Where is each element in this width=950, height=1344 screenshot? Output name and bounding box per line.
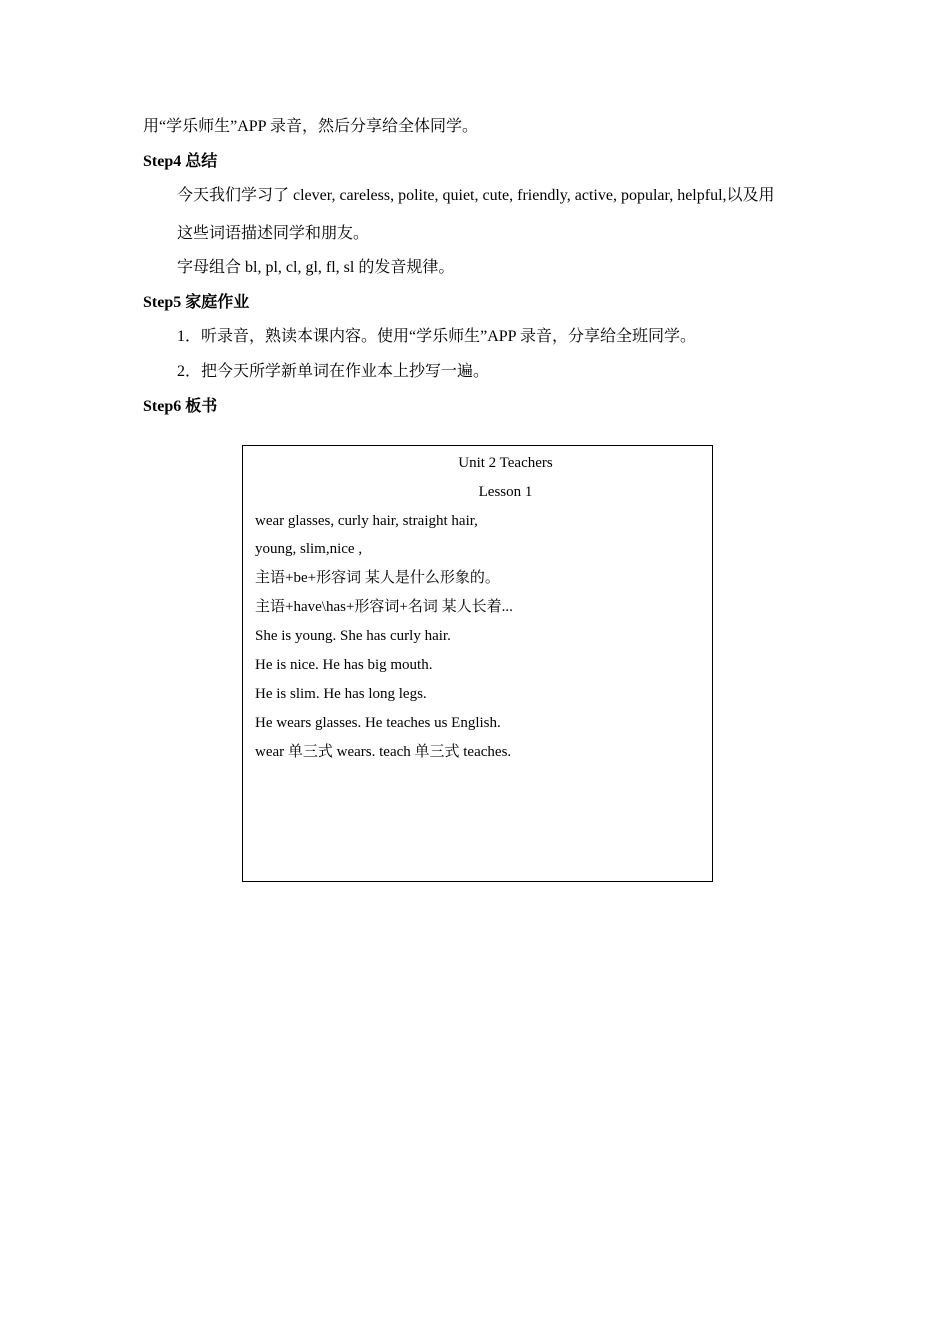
board-line: wear glasses, curly hair, straight hair, — [255, 513, 478, 529]
board-line: She is young. She has curly hair. — [255, 628, 451, 644]
homework-item-1: 1．听录音，熟读本课内容。使用“学乐师生”APP 录音，分享给全班同学。 — [177, 328, 696, 345]
board-line: 主语+be+形容词 某人是什么形象的。 — [255, 570, 500, 586]
step6-heading: Step6 板书 — [143, 398, 218, 415]
step4-heading: Step4 总结 — [143, 153, 218, 170]
board-line: 主语+have\has+形容词+名词 某人长着... — [255, 599, 513, 615]
board-line: He wears glasses. He teaches us English. — [255, 715, 501, 731]
board-line: wear 单三式 wears. teach 单三式 teaches. — [255, 744, 512, 760]
board-subtitle: Lesson 1 — [478, 484, 533, 500]
homework-item-2: 2．把今天所学新单词在作业本上抄写一遍。 — [177, 363, 490, 380]
board-title: Unit 2 Teachers — [458, 455, 553, 471]
step5-heading: Step5 家庭作业 — [143, 294, 250, 311]
blackboard-box — [242, 445, 713, 882]
board-line: He is slim. He has long legs. — [255, 686, 427, 702]
intro-line: 用“学乐师生”APP 录音，然后分享给全体同学。 — [143, 118, 478, 135]
step4-summary-line2: 这些词语描述同学和朋友。 — [177, 225, 370, 242]
board-line: young, slim,nice , — [255, 541, 363, 557]
step4-phonics-line: 字母组合 bl, pl, cl, gl, fl, sl 的发音规律。 — [177, 259, 455, 276]
step4-summary-line1: 今天我们学习了 clever, careless, polite, quiet, cute, friendly, active, popular, helpful,以及用 — [177, 187, 775, 204]
board-line: He is nice. He has big mouth. — [255, 657, 433, 673]
